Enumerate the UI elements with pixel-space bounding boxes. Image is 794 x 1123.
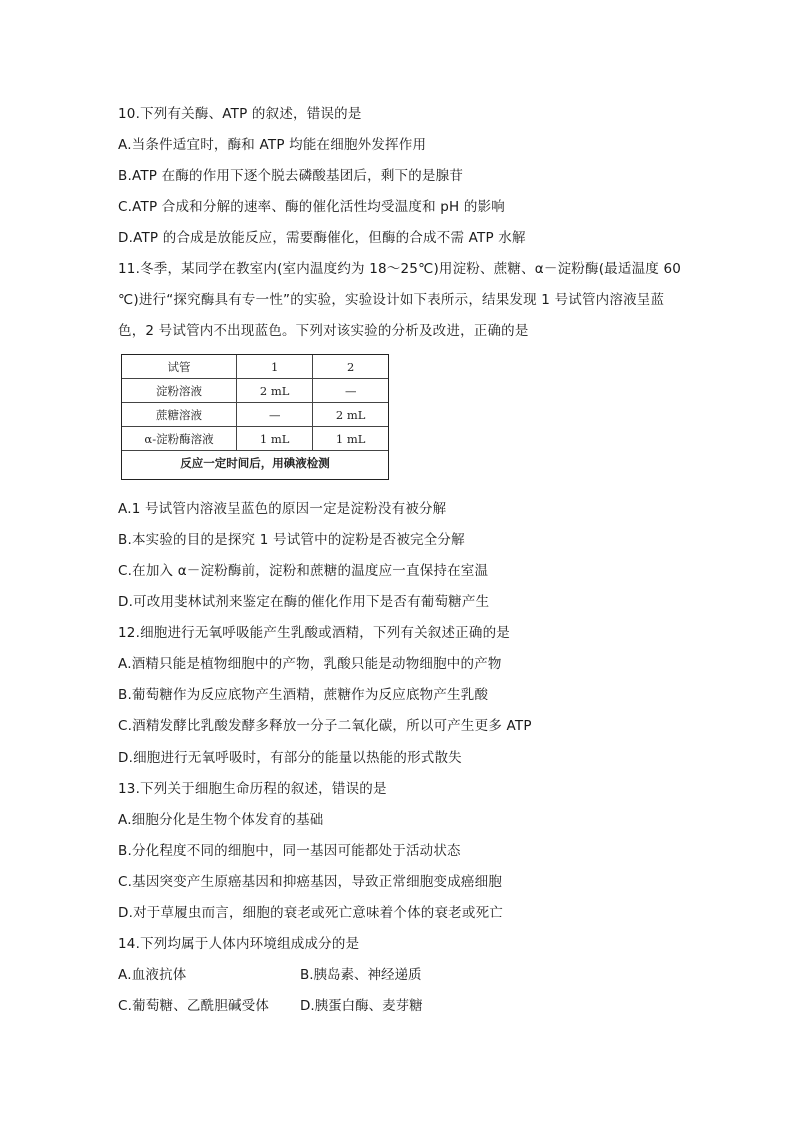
q14-option-b: B.胰岛素、神经递质 [300, 967, 422, 983]
table-row [122, 427, 388, 451]
q14-option-a: A.血液抗体 [118, 967, 187, 983]
q11-stem-line1: 11.冬季，某同学在教室内(室内温度约为 18～25℃)用淀粉、蔗糖、α－淀粉酶(最适温度 60 [118, 261, 682, 277]
q11-option-c: C.在加入 α－淀粉酶前，淀粉和蔗糖的温度应一直保持在室温 [118, 563, 489, 579]
q12-option-d: D.细胞进行无氧呼吸时，有部分的能量以热能的形式散失 [118, 750, 462, 766]
q11-stem-line3: 色，2 号试管内不出现蓝色。下列对该实验的分析及改进，正确的是 [118, 323, 529, 339]
table-cell: 1 mL [237, 427, 313, 451]
table-cell: — [313, 379, 388, 403]
q11-option-b: B.本实验的目的是探究 1 号试管中的淀粉是否被完全分解 [118, 532, 465, 548]
q10-option-b: B.ATP 在酶的作用下逐个脱去磷酸基团后，剩下的是腺苷 [118, 168, 464, 184]
table-footer-row [122, 451, 388, 476]
q13-option-c: C.基因突变产生原癌基因和抑癌基因，导致正常细胞变成癌细胞 [118, 874, 503, 890]
q14-option-d: D.胰蛋白酶、麦芽糖 [300, 998, 423, 1014]
q11-stem-line2: ℃)进行“探究酶具有专一性”的实验，实验设计如下表所示，结果发现 1 号试管内溶液呈蓝 [118, 292, 665, 308]
q12-option-a: A.酒精只能是植物细胞中的产物，乳酸只能是动物细胞中的产物 [118, 656, 502, 672]
table-header-cell: 1 [237, 355, 313, 379]
table-cell: α-淀粉酶溶液 [122, 427, 237, 451]
table-footer-cell: 反应一定时间后，用碘液检测 [122, 451, 388, 476]
experiment-table [121, 354, 389, 480]
q12-stem: 12.细胞进行无氧呼吸能产生乳酸或酒精，下列有关叙述正确的是 [118, 625, 510, 641]
q10-option-d: D.ATP 的合成是放能反应，需要酶催化，但酶的合成不需 ATP 水解 [118, 230, 526, 246]
q13-option-b: B.分化程度不同的细胞中，同一基因可能都处于活动状态 [118, 843, 461, 859]
table-cell: 1 mL [313, 427, 388, 451]
q10-option-a: A.当条件适宜时，酶和 ATP 均能在细胞外发挥作用 [118, 137, 427, 153]
q14-stem: 14.下列均属于人体内环境组成成分的是 [118, 936, 360, 952]
q10-stem: 10.下列有关酶、ATP 的叙述，错误的是 [118, 106, 362, 122]
table-cell: 2 mL [237, 379, 313, 403]
q10-option-c: C.ATP 合成和分解的速率、酶的催化活性均受温度和 pH 的影响 [118, 199, 505, 215]
q12-option-b: B.葡萄糖作为反应底物产生酒精，蔗糖作为反应底物产生乳酸 [118, 687, 489, 703]
q13-option-d: D.对于草履虫而言，细胞的衰老或死亡意味着个体的衰老或死亡 [118, 905, 503, 921]
table-cell: 淀粉溶液 [122, 379, 237, 403]
q11-option-d: D.可改用斐林试剂来鉴定在酶的催化作用下是否有葡萄糖产生 [118, 594, 490, 610]
table-header-cell: 试管 [122, 355, 237, 379]
q11-option-a: A.1 号试管内溶液呈蓝色的原因一定是淀粉没有被分解 [118, 501, 447, 517]
table-header-cell: 2 [313, 355, 388, 379]
q13-stem: 13.下列关于细胞生命历程的叙述，错误的是 [118, 781, 387, 797]
table-header-row [122, 355, 388, 379]
table-row [122, 403, 388, 427]
table-cell: 蔗糖溶液 [122, 403, 237, 427]
q14-option-c: C.葡萄糖、乙酰胆碱受体 [118, 998, 270, 1014]
q13-option-a: A.细胞分化是生物个体发育的基础 [118, 812, 324, 828]
table-cell: 2 mL [313, 403, 388, 427]
q12-option-c: C.酒精发酵比乳酸发酵多释放一分子二氧化碳，所以可产生更多 ATP [118, 718, 532, 734]
table-cell: — [237, 403, 313, 427]
table-row [122, 379, 388, 403]
